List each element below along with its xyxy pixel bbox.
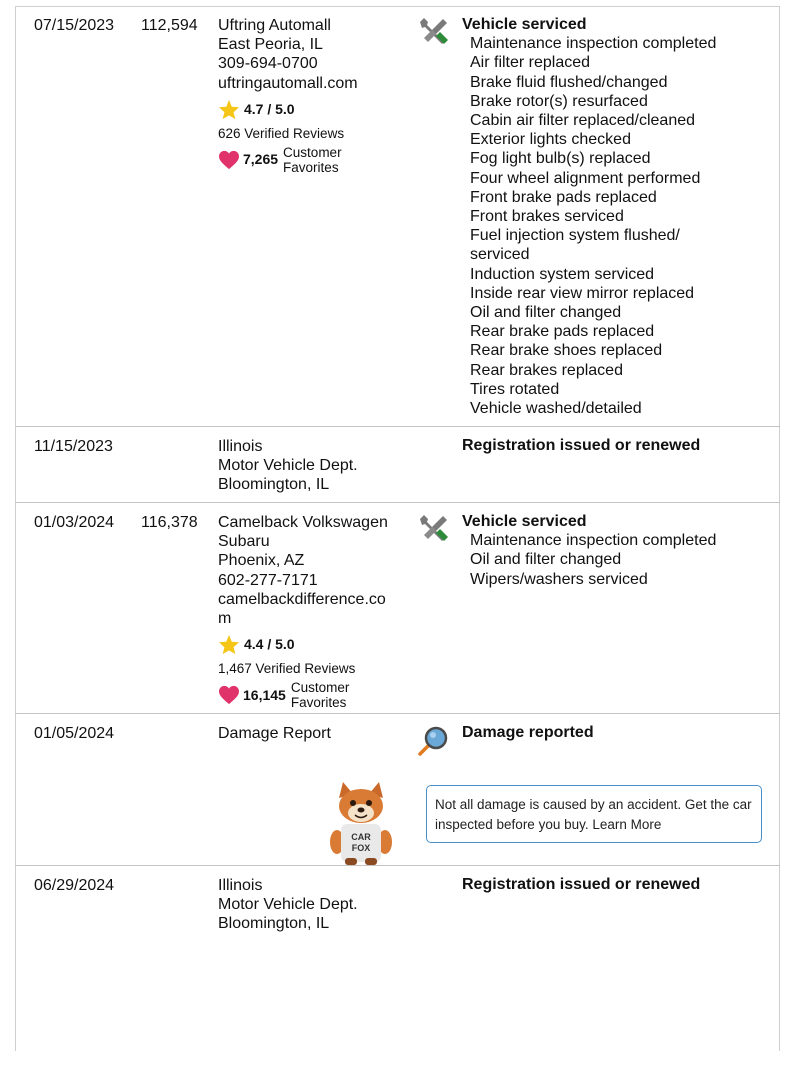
source-location: Bloomington, IL [218, 915, 330, 933]
favorites-label: Customer Favorites [283, 145, 342, 176]
list-item: Rear brakes replaced [470, 361, 623, 379]
list-item: Cabin air filter replaced/cleaned [470, 112, 696, 130]
heart-icon [218, 150, 240, 170]
source-name-cont: Subaru [218, 533, 270, 551]
table-row [15, 503, 780, 714]
source-name: Uftring Automall [218, 17, 331, 34]
list-item: Wipers/washers serviced [470, 570, 648, 588]
record-source [218, 437, 408, 495]
list-item: serviced [470, 246, 530, 264]
record-title: Damage reported [462, 724, 594, 741]
list-item: Fog light bulb(s) replaced [470, 150, 651, 168]
table-row [15, 427, 780, 503]
favorites-label: Customer Favorites [290, 680, 350, 711]
table-row [15, 714, 780, 866]
record-source [218, 724, 408, 743]
source-website[interactable]: uftringautomall.com [218, 74, 358, 92]
magnifier-icon [416, 724, 450, 758]
list-item: Rear brake shoes replaced [470, 342, 663, 360]
rating-value: 4.7 / 5.0 [244, 100, 295, 117]
record-title: Registration issued or renewed [462, 876, 701, 893]
list-item: Front brakes serviced [470, 208, 624, 226]
record-title: Registration issued or renewed [462, 437, 701, 454]
record-date: 06/29/2024 [34, 877, 115, 894]
source-name: Camelback Volkswagen [218, 514, 388, 531]
verified-reviews[interactable]: 626 Verified Reviews [218, 125, 345, 141]
list-item: Brake rotor(s) resurfaced [470, 92, 648, 110]
record-source [218, 513, 408, 710]
list-item: Rear brake pads replaced [470, 323, 655, 341]
record-details [462, 436, 700, 455]
customer-favorites [218, 680, 408, 710]
record-odometer: 116,378 [141, 514, 198, 531]
source-location: Bloomington, IL [218, 476, 330, 494]
record-details [462, 875, 700, 894]
list-item: Fuel injection system flushed/ [470, 227, 680, 245]
source-website-cont[interactable]: m [218, 610, 232, 628]
list-item: Oil and filter changed [470, 551, 622, 569]
verified-reviews[interactable]: 1,467 Verified Reviews [218, 661, 356, 677]
record-date: 11/15/2023 [34, 438, 113, 455]
callout-text: Not all damage is caused by an accident. Get the car inspected before you buy. [435, 797, 752, 832]
record-source [218, 876, 408, 934]
list-item: Brake fluid flushed/changed [470, 73, 668, 91]
list-item: Exterior lights checked [470, 131, 631, 149]
list-item: Maintenance inspection completed [470, 532, 717, 550]
wrench-screwdriver-icon [416, 16, 450, 50]
mascot-shirt-text-2: FOX [351, 843, 371, 853]
record-date: 01/03/2024 [34, 514, 115, 531]
source-phone[interactable]: 602-277-7171 [218, 571, 318, 589]
favorites-count: 16,145 [243, 686, 286, 703]
list-item: Inside rear view mirror replaced [470, 284, 695, 302]
source-website[interactable]: camelbackdifference.co [218, 590, 386, 608]
list-item: Oil and filter changed [470, 304, 622, 322]
record-odometer: 112,594 [141, 17, 198, 34]
source-name: Illinois [218, 438, 263, 455]
rating-value: 4.4 / 5.0 [244, 636, 295, 653]
list-item: Induction system serviced [470, 265, 655, 283]
favorites-count: 7,265 [243, 151, 279, 168]
record-title: Vehicle serviced [462, 513, 587, 530]
table-row [15, 6, 780, 427]
list-item: Air filter replaced [470, 54, 591, 72]
wrench-screwdriver-icon [416, 513, 450, 547]
learn-more-link[interactable]: Learn More [592, 817, 662, 832]
record-details [462, 15, 716, 418]
heart-icon [218, 685, 240, 705]
record-details [462, 723, 594, 742]
source-location: Phoenix, AZ [218, 552, 305, 570]
list-item: Front brake pads replaced [470, 188, 657, 206]
source-location: East Peoria, IL [218, 36, 323, 54]
source-department: Motor Vehicle Dept. [218, 896, 358, 914]
damage-info-callout [426, 785, 762, 843]
source-name: Illinois [218, 877, 263, 894]
record-source [218, 16, 408, 175]
record-date: 01/05/2024 [34, 725, 115, 742]
mascot-shirt-text-1: CAR [351, 832, 371, 842]
list-item: Tires rotated [470, 380, 560, 398]
record-date: 07/15/2023 [34, 17, 115, 34]
list-item: Vehicle washed/detailed [470, 400, 642, 418]
source-name: Damage Report [218, 725, 331, 742]
record-details [462, 512, 716, 589]
record-title: Vehicle serviced [462, 16, 587, 33]
dealer-rating [218, 634, 408, 655]
dealer-rating [218, 99, 408, 120]
source-phone[interactable]: 309-694-0700 [218, 55, 318, 73]
customer-favorites [218, 145, 408, 175]
carfox-mascot [321, 780, 401, 871]
star-icon [218, 634, 240, 655]
list-item: Four wheel alignment performed [470, 169, 701, 187]
list-item: Maintenance inspection completed [470, 35, 717, 53]
star-icon [218, 99, 240, 120]
source-department: Motor Vehicle Dept. [218, 457, 358, 475]
table-row [15, 866, 780, 942]
